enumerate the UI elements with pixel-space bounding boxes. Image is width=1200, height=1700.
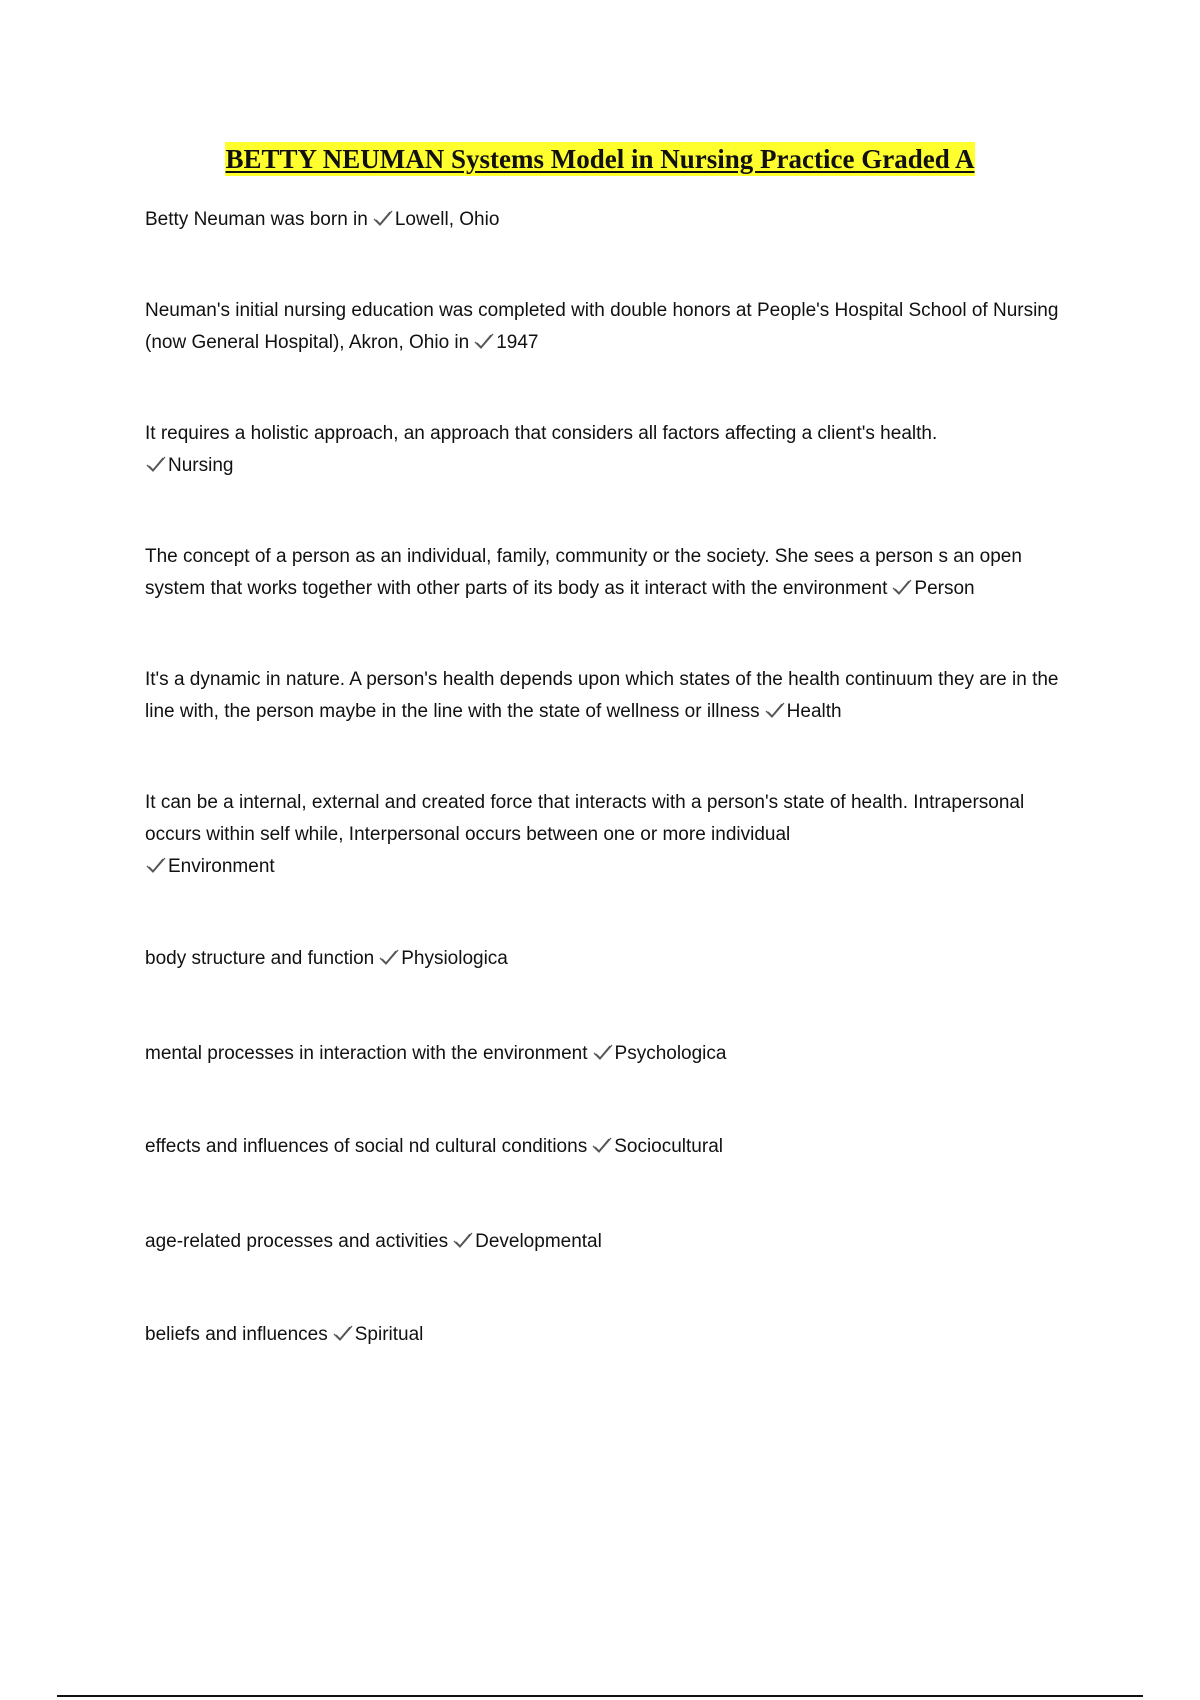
check-mark-icon [591,1135,613,1155]
answer-text: Physiologica [401,948,508,969]
qa-item-9 [145,1131,1085,1163]
check-mark-icon [145,454,167,474]
answer-text: Person [914,578,975,599]
check-mark-icon [378,947,400,967]
qa-item-4 [145,541,1085,605]
question-text: mental processes in interaction with the environment [145,1043,588,1064]
answer-text: Environment [168,856,275,877]
footer-divider [57,1695,1143,1697]
qa-item-10 [145,1226,1085,1258]
check-mark-icon [473,331,495,351]
qa-item-3 [145,418,1085,482]
question-text: age-related processes and activities [145,1231,449,1252]
qa-item-1 [145,204,1085,236]
question-text: It requires a holistic approach, an approach that considers all factors affecting a client's health. [145,423,938,444]
title-container [0,142,1200,176]
check-mark-icon [592,1042,614,1062]
check-mark-icon [764,700,786,720]
answer-text: Health [786,701,842,722]
answer-text: Sociocultural [614,1136,723,1157]
check-mark-icon [891,577,913,597]
qa-item-7 [145,943,1085,975]
answer-text: Psychologica [614,1043,727,1064]
qa-item-8 [145,1038,1085,1070]
check-mark-icon [145,855,167,875]
question-text: Betty Neuman was born in [145,209,368,230]
check-mark-icon [452,1230,474,1250]
qa-item-5 [145,664,1085,728]
question-text: It can be a internal, external and created force that interacts with a person's state of health. Intrapersonal occurs within self while, Interpersonal occurs between one or more individual [145,792,1025,845]
qa-item-6 [145,787,1085,883]
question-text: beliefs and influences [145,1324,328,1345]
answer-text: Lowell, Ohio [394,209,500,230]
question-text: It's a dynamic in nature. A person's health depends upon which states of the health continuum they are in the line with, the person maybe in the line with the state of wellness or illness [145,669,1059,722]
question-text: effects and influences of social nd cultural conditions [145,1136,588,1157]
check-mark-icon [332,1323,354,1343]
answer-text: Developmental [475,1231,602,1252]
check-mark-icon [372,208,394,228]
answer-text: Nursing [168,455,234,476]
qa-item-11 [145,1319,1085,1351]
question-text: Neuman's initial nursing education was completed with double honors at People's Hospital School of Nursing (now General Hospital), Akron, Ohio in [145,300,1059,353]
question-text: The concept of a person as an individual, family, community or the society. She sees a person s an open system that works together with other parts of its body as it interact with the environment [145,546,1022,599]
document-title: BETTY NEUMAN Systems Model in Nursing Practice Graded A [225,144,975,174]
qa-item-2 [145,295,1085,359]
answer-text: 1947 [496,332,539,353]
answer-text: Spiritual [354,1324,424,1345]
question-text: body structure and function [145,948,375,969]
